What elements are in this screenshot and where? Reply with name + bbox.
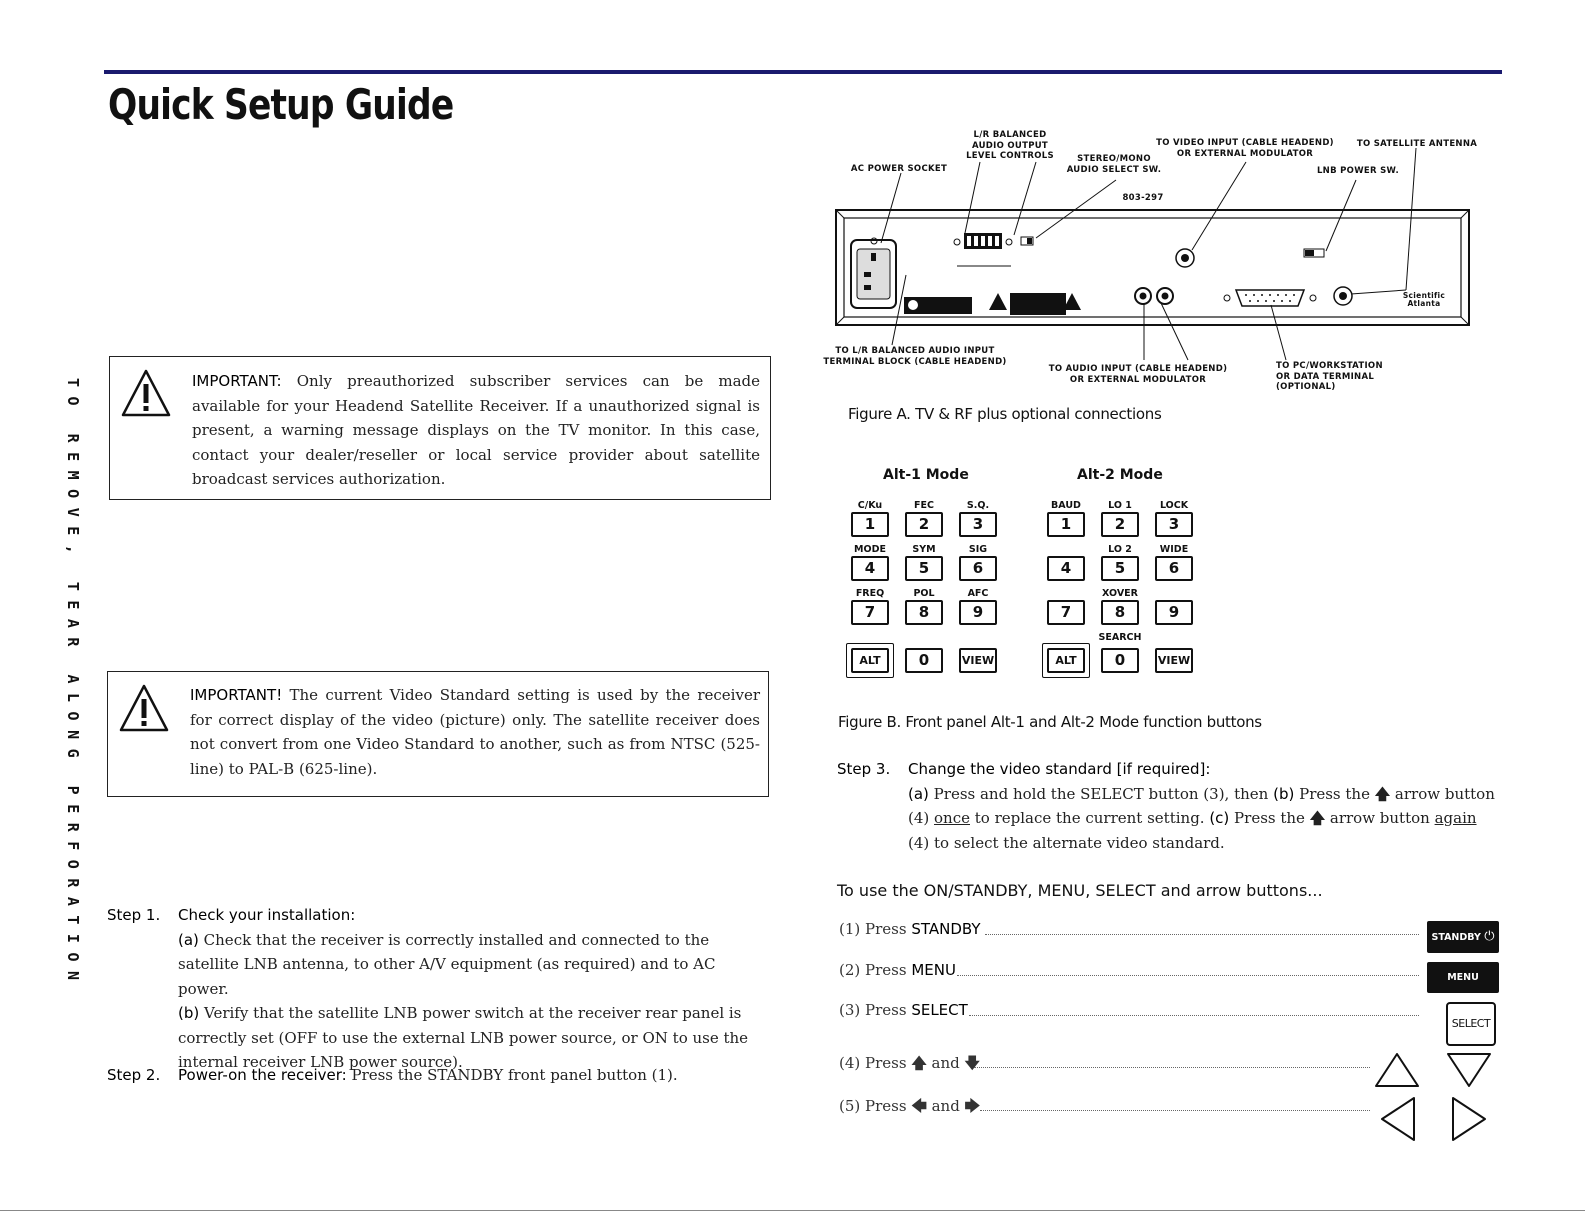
dots-2 xyxy=(957,975,1419,976)
alt2-key-3[interactable]: 3 xyxy=(1155,512,1193,537)
alt2-key-5[interactable]: 5 xyxy=(1101,556,1139,581)
down-arrow-icon: 🡇 xyxy=(964,1054,980,1072)
alt2-title: Alt-2 Mode xyxy=(1077,467,1163,483)
important-label-1: IMPORTANT: xyxy=(192,372,282,390)
power-icon: ⏻ xyxy=(1484,929,1495,944)
alt2-key-label: WIDE xyxy=(1159,544,1189,555)
alt2-key-6[interactable]: 6 xyxy=(1155,556,1193,581)
alt1-alt-button[interactable]: ALT xyxy=(851,648,889,673)
step-1-label: Step 1. xyxy=(107,906,161,924)
step-3b-text2: arrow button xyxy=(1390,784,1495,803)
page-title: Quick Setup Guide xyxy=(108,80,454,129)
alt1-key-label: SYM xyxy=(912,544,936,555)
important-label-2: IMPORTANT! xyxy=(190,686,283,704)
alt1-key-5[interactable]: 5 xyxy=(905,556,943,581)
dots-4 xyxy=(974,1067,1370,1068)
top-rule xyxy=(104,70,1502,74)
down-arrow-button[interactable] xyxy=(1444,1050,1494,1090)
alt2-key-2[interactable]: 2 xyxy=(1101,512,1139,537)
alt1-key-0[interactable]: 0 xyxy=(905,648,943,673)
important-box-2 xyxy=(107,671,769,797)
important-text-2 xyxy=(190,683,760,781)
alt1-key-8[interactable]: 8 xyxy=(905,600,943,625)
step-2-text: Press the STANDBY front panel button (1). xyxy=(346,1066,678,1084)
alt1-key-label: MODE xyxy=(854,544,886,555)
important-body-1: Only preauthorized subscriber services can be made available for your Headend Satellite Receiver. If a unauthorized signal is present, a warning message displays on the TV monitor. In this case, contact your dealer/reseller or local service provider about satellite broadcast services authorization. xyxy=(192,372,760,488)
label-ac-power: AC POWER SOCKET xyxy=(850,164,948,174)
alt2-key-1[interactable]: 1 xyxy=(1047,512,1085,537)
alt2-alt-button[interactable]: ALT xyxy=(1047,648,1085,673)
important-text-1 xyxy=(192,369,760,492)
perforation-note: TO REMOVE, TEAR ALONG PERFORATION xyxy=(64,378,82,990)
use-buttons-heading: To use the ON/STANDBY, MENU, SELECT and arrow buttons... xyxy=(837,881,1323,900)
up-arrow-button[interactable] xyxy=(1372,1050,1422,1090)
alt1-key-6[interactable]: 6 xyxy=(959,556,997,581)
dots-5 xyxy=(980,1110,1370,1111)
step-3-ref: (4) xyxy=(908,809,935,827)
alt1-key-label: S.Q. xyxy=(966,500,990,511)
step-3b-text: Press the xyxy=(1294,784,1375,803)
alt1-key-1[interactable]: 1 xyxy=(851,512,889,537)
step-3c-label: (c) xyxy=(1209,809,1230,827)
step-3a-text: Press and hold the SELECT button (3), then xyxy=(928,784,1274,803)
alt2-key-label: LOCK xyxy=(1159,500,1189,511)
step-1 xyxy=(107,903,767,1075)
label-lnb-power: LNB POWER SW. xyxy=(1316,166,1400,176)
up-arrow-icon: 🡅 xyxy=(911,1054,927,1072)
label-lr-balanced: L/R BALANCED AUDIO OUTPUT LEVEL CONTROLS xyxy=(966,130,1054,161)
figure-a-caption: Figure A. TV & RF plus optional connections xyxy=(848,405,1162,423)
warning-icon xyxy=(118,682,170,734)
alt1-key-label: POL xyxy=(913,588,935,599)
step-3-label: Step 3. xyxy=(837,760,891,778)
alt1-key-3[interactable]: 3 xyxy=(959,512,997,537)
step-1a-label: (a) xyxy=(178,930,199,949)
label-to-audio: TO AUDIO INPUT (CABLE HEADEND) OR EXTERNAL MODULATOR xyxy=(1048,364,1228,385)
press-left-right: (5) Press 🡄 and 🡆 xyxy=(839,1097,981,1115)
up-arrow-icon: 🡅 xyxy=(1309,809,1326,827)
alt2-key-label: LO 2 xyxy=(1108,544,1132,555)
press-menu: (2) Press MENU xyxy=(839,961,956,979)
alt1-key-4[interactable]: 4 xyxy=(851,556,889,581)
alt2-key-label: XOVER xyxy=(1102,588,1138,599)
step-3-heading: Change the video standard [if required]: xyxy=(908,760,1211,778)
step-3 xyxy=(837,757,1517,855)
alt2-key-8[interactable]: 8 xyxy=(1101,600,1139,625)
label-to-pc: TO PC/WORKSTATION OR DATA TERMINAL (OPTIONAL) xyxy=(1276,361,1383,392)
step-3-once: once xyxy=(934,809,970,827)
alt2-view-button[interactable]: VIEW xyxy=(1155,648,1193,673)
step-2-label: Step 2. xyxy=(107,1066,161,1084)
up-arrow-icon: 🡅 xyxy=(1374,784,1391,803)
brand-label: Scientific Atlanta xyxy=(1402,291,1446,308)
alt1-title: Alt-1 Mode xyxy=(883,467,969,483)
warning-icon xyxy=(120,367,172,419)
step-1a-text: Check that the receiver is correctly installed and connected to the satellite LNB antenna, to other A/V equipment (as required) and to AC power. xyxy=(178,930,716,998)
alt2-key-label: SEARCH xyxy=(1098,632,1142,643)
important-box-1 xyxy=(109,356,771,500)
important-body-2: The current Video Standard setting is used by the receiver for correct display of the video (picture) only. The satellite receiver does not convert from one Video Standard to another, such as from NTSC (525-line) to PAL-B (625-line). xyxy=(190,686,760,778)
alt1-key-label: FREQ xyxy=(855,588,885,599)
alt1-key-label: C/Ku xyxy=(857,500,883,511)
right-arrow-icon: 🡆 xyxy=(964,1097,981,1115)
step-3b-label: (b) xyxy=(1273,784,1295,803)
right-arrow-button[interactable] xyxy=(1449,1094,1489,1144)
alt2-key-0[interactable]: 0 xyxy=(1101,648,1139,673)
dots-3 xyxy=(969,1015,1419,1016)
step-1-body xyxy=(178,928,767,1075)
menu-button[interactable]: MENU xyxy=(1427,962,1499,993)
step-3-text3: to replace the current setting. xyxy=(970,809,1210,827)
alt1-key-7[interactable]: 7 xyxy=(851,600,889,625)
dots-1 xyxy=(985,934,1419,935)
label-to-satellite: TO SATELLITE ANTENNA xyxy=(1356,139,1478,149)
alt1-key-label: SIG xyxy=(968,544,988,555)
step-3-text4: (4) to select the alternate video standard. xyxy=(908,833,1225,852)
step-3a-label: (a) xyxy=(908,784,929,803)
left-arrow-button[interactable] xyxy=(1378,1094,1418,1144)
step-2-heading: Power-on the receiver: xyxy=(178,1066,347,1084)
figure-b-caption: Figure B. Front panel Alt-1 and Alt-2 Mode function buttons xyxy=(838,713,1262,731)
step-3c-text: Press the xyxy=(1229,809,1310,827)
alt2-key-label: LO 1 xyxy=(1108,500,1132,511)
step-1b-label: (b) xyxy=(178,1004,200,1022)
alt1-view-button[interactable]: VIEW xyxy=(959,648,997,673)
alt1-key-label: FEC xyxy=(914,500,934,511)
label-to-lr-input: TO L/R BALANCED AUDIO INPUT TERMINAL BLOCK (CABLE HEADEND) xyxy=(823,346,1007,367)
alt1-key-label: AFC xyxy=(967,588,989,599)
alt1-key-2[interactable]: 2 xyxy=(905,512,943,537)
label-model: 803-297 xyxy=(1122,193,1164,203)
step-3c-text2: arrow button xyxy=(1325,809,1435,827)
left-arrow-icon: 🡄 xyxy=(911,1097,927,1115)
press-standby: (1) Press STANDBY xyxy=(839,920,981,938)
step-3-body xyxy=(908,782,1517,856)
alt2-key-9[interactable]: 9 xyxy=(1155,600,1193,625)
select-button[interactable]: SELECT xyxy=(1446,1002,1496,1046)
label-stereo-mono: STEREO/MONO AUDIO SELECT SW. xyxy=(1066,154,1162,175)
label-to-video: TO VIDEO INPUT (CABLE HEADEND) OR EXTERNAL MODULATOR xyxy=(1156,138,1334,159)
standby-button[interactable]: STANDBY ⏻ xyxy=(1427,921,1499,953)
alt2-key-label: BAUD xyxy=(1051,500,1081,511)
press-up-down: (4) Press 🡅 and 🡇 xyxy=(839,1054,980,1072)
alt2-key-4[interactable]: 4 xyxy=(1047,556,1085,581)
alt2-key-7[interactable]: 7 xyxy=(1047,600,1085,625)
press-select: (3) Press SELECT xyxy=(839,1001,968,1019)
step-1-heading: Check your installation: xyxy=(178,906,356,924)
step-2 xyxy=(107,1063,767,1088)
alt1-key-9[interactable]: 9 xyxy=(959,600,997,625)
step-3-again: again xyxy=(1434,809,1477,827)
bottom-rule xyxy=(0,1210,1585,1211)
step-1b-text: Verify that the satellite LNB power switch at the receiver rear panel is correctly set (OFF to use the external LNB power source, or ON to use the internal receiver LNB power source). xyxy=(178,1004,749,1071)
